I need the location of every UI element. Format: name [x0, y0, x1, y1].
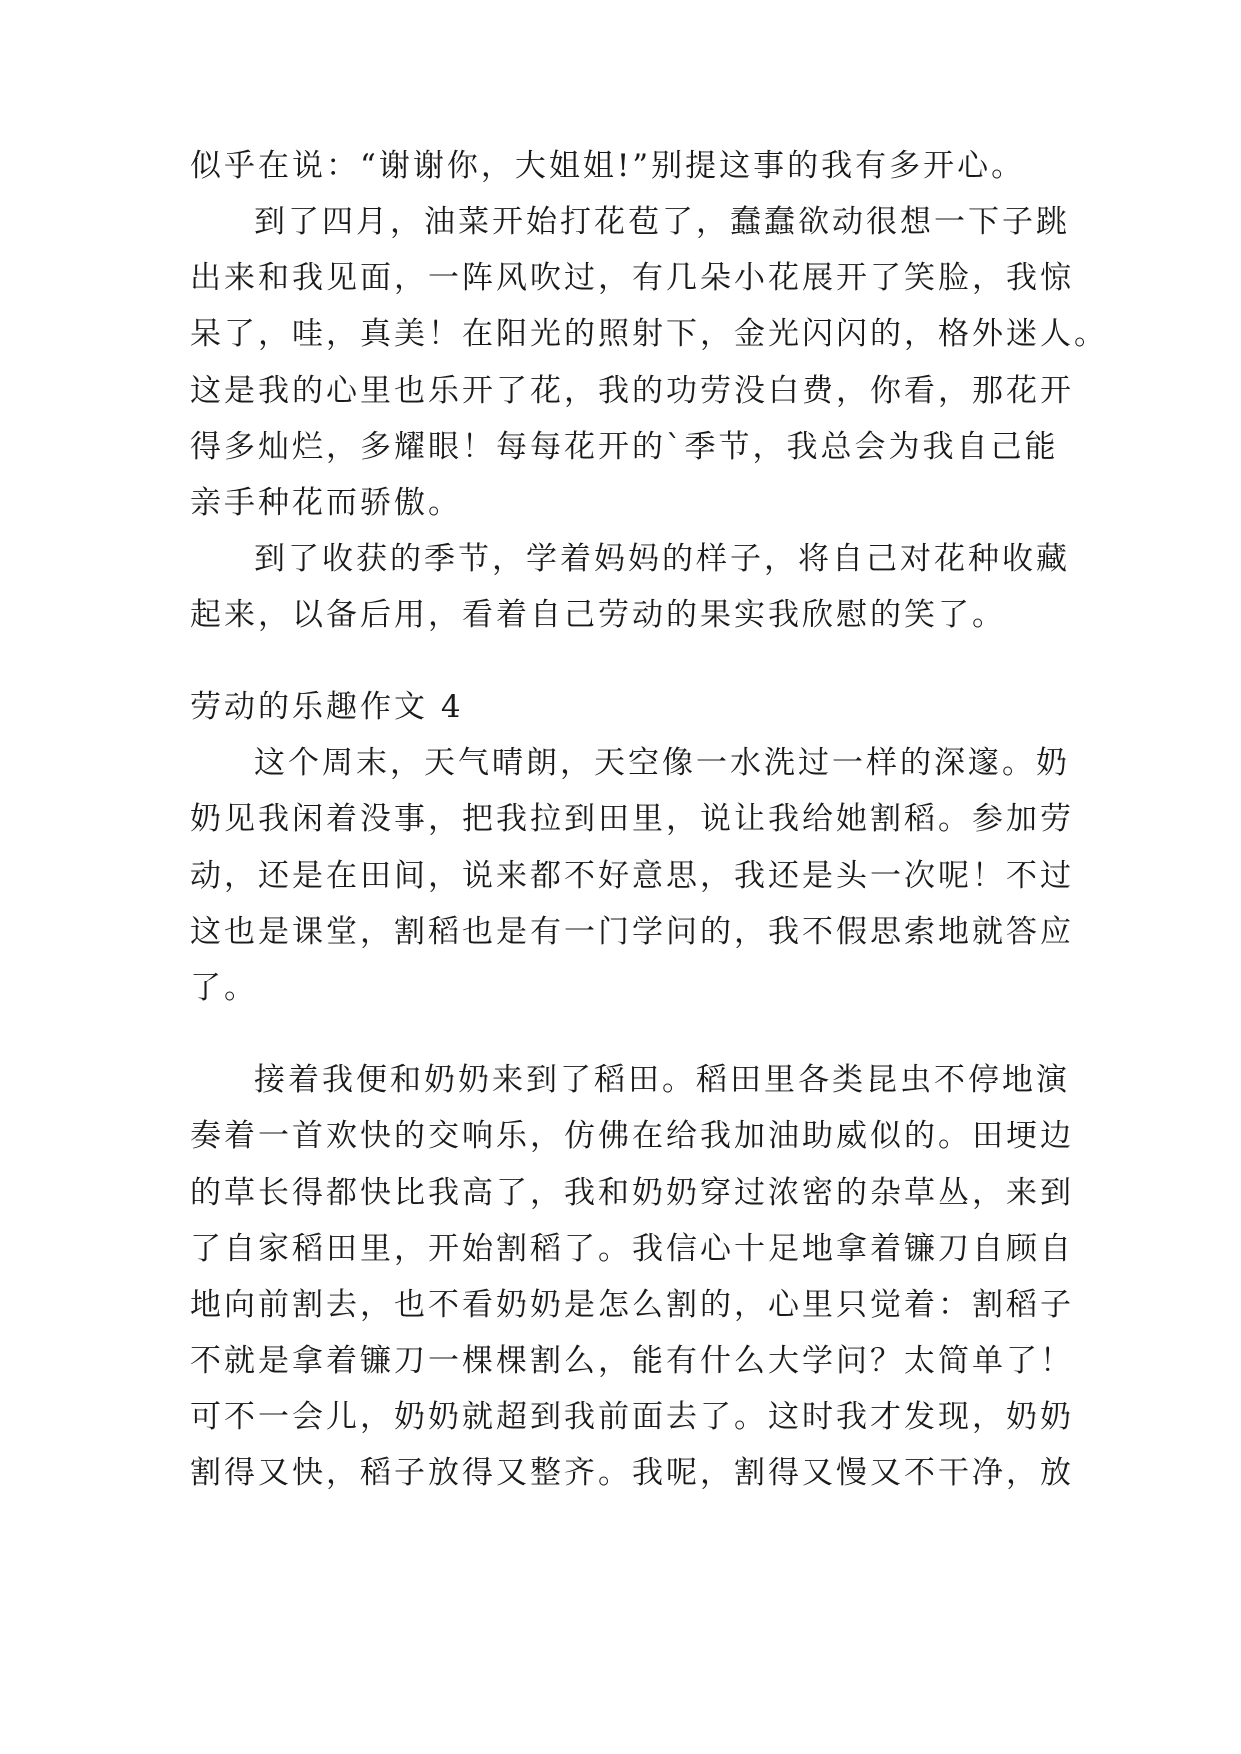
text-line: 到了收获的季节，学着妈妈的样子，将自己对花种收藏: [254, 541, 1070, 577]
text-line: 的草长得都快比我高了，我和奶奶穿过浓密的杂草丛，来到: [190, 1175, 1074, 1211]
text-line: 地向前割去，也不看奶奶是怎么割的，心里只觉着：割稻子: [190, 1287, 1074, 1323]
document-page: [190, 0, 1108, 1754]
text-line: 似乎在说：“谢谢你，大姐姐!”别提这事的我有多开心。: [190, 148, 1026, 184]
text-line: 起来，以备后用，看着自己劳动的果实我欣慰的笑了。: [190, 597, 1006, 633]
text-line: 到了四月，油菜开始打花苞了，蠢蠢欲动很想一下子跳: [254, 204, 1070, 240]
text-line: 这个周末，天气晴朗，天空像一水洗过一样的深邃。奶: [254, 745, 1070, 781]
text-line: 不就是拿着镰刀一棵棵割么，能有什么大学问？太简单了！: [190, 1343, 1074, 1379]
text-line: 接着我便和奶奶来到了稻田。稻田里各类昆虫不停地演: [254, 1062, 1070, 1098]
text-line: 这也是课堂，割稻也是有一门学问的，我不假思索地就答应: [190, 914, 1074, 950]
text-line: 得多灿烂，多耀眼！每每花开的`季节，我总会为我自己能: [190, 429, 1059, 465]
text-line: 呆了，哇，真美！在阳光的照射下，金光闪闪的，格外迷人。: [190, 316, 1108, 352]
text-line: 了。: [190, 970, 258, 1006]
text-line: 奶见我闲着没事，把我拉到田里，说让我给她割稻。参加劳: [190, 801, 1074, 837]
text-line: 割得又快，稻子放得又整齐。我呢，割得又慢又不干净，放: [190, 1455, 1074, 1491]
text-line: 亲手种花而骄傲。: [190, 485, 462, 521]
text-line: 可不一会儿，奶奶就超到我前面去了。这时我才发现，奶奶: [190, 1399, 1074, 1435]
text-line: 了自家稻田里，开始割稻了。我信心十足地拿着镰刀自顾自: [190, 1231, 1074, 1267]
text-line: 动，还是在田间，说来都不好意思，我还是头一次呢！不过: [190, 858, 1074, 894]
text-line: 出来和我见面，一阵风吹过，有几朵小花展开了笑脸，我惊: [190, 260, 1074, 296]
text-line: 奏着一首欢快的交响乐，仿佛在给我加油助威似的。田埂边: [190, 1118, 1074, 1154]
text-line: 这是我的心里也乐开了花，我的功劳没白费，你看，那花开: [190, 373, 1074, 409]
section-heading: 劳动的乐趣作文 4: [190, 689, 464, 725]
